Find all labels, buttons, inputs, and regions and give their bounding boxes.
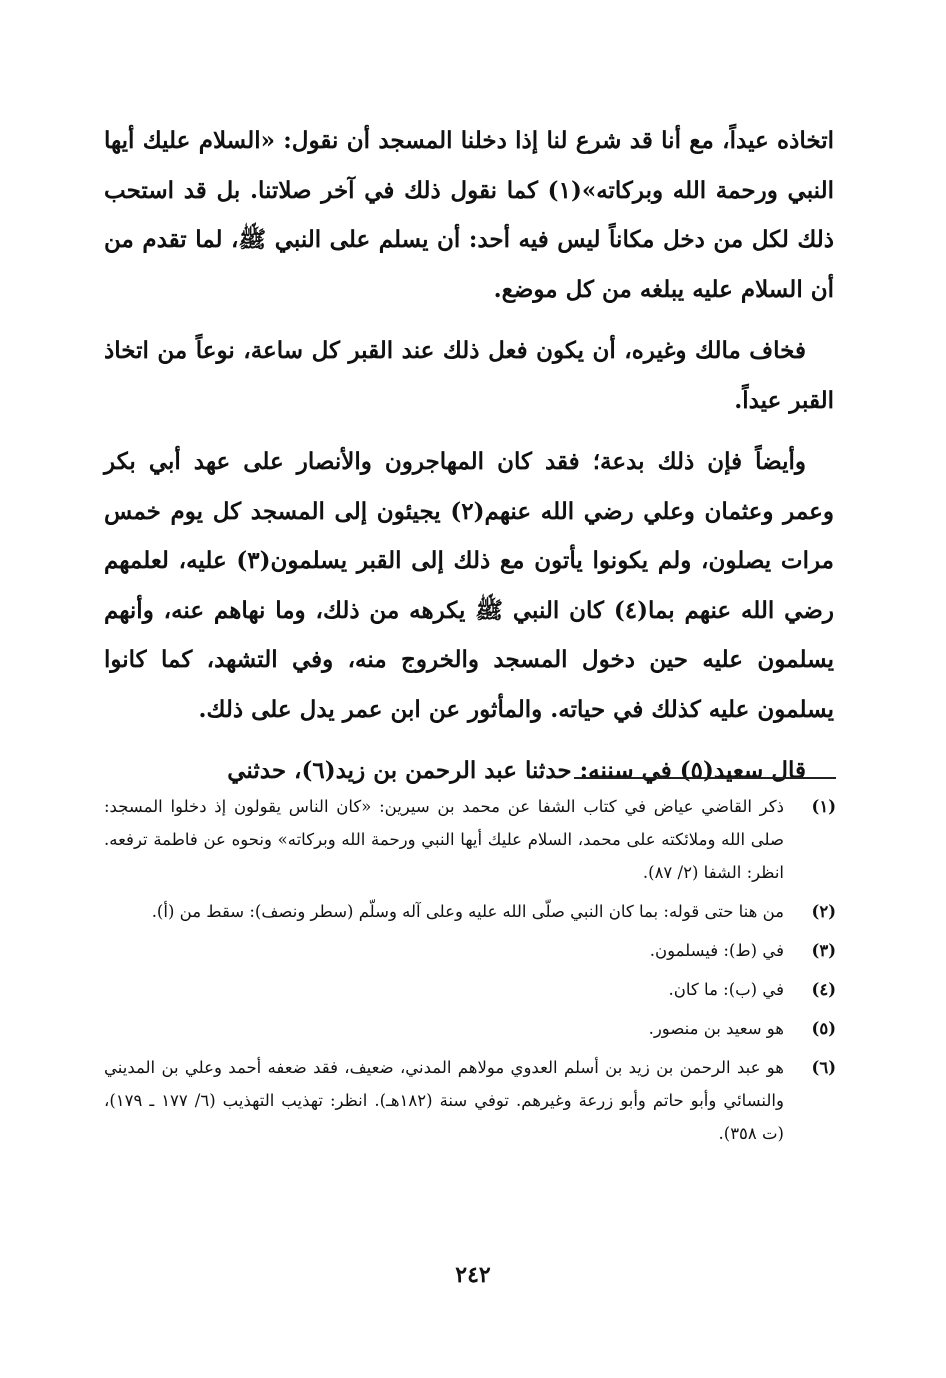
footnote-text: في (ط): فيسلمون. [649,941,784,960]
footnote [104,934,836,967]
footnote [104,1012,836,1045]
footnote-number: (٣) [811,941,836,960]
footnote-text: ذكر القاضي عياض في كتاب الشفا عن محمد بن سيرين: «كان الناس يقولون إذ دخلوا المسجد: صلى الله وملائكته على محمد، السلام عليك أيها النبي ورحمة الله وبركاته» ونحوه عن فاطمة ترفعه. انظر: الشفا (٢/ ٨٧). [104,797,784,882]
paragraph: اتخاذه عيداً، مع أنا قد شرع لنا إذا دخلنا المسجد أن نقول: «السلام عليك أيها النبي ورحمة الله وبركاته»(١) كما نقول ذلك في آخر صلاتنا. بل قد استحب ذلك لكل من دخل مكاناً ليس فيه أحد: أن يسلم على النبي ﷺ، لما تقدم من أن السلام عليه يبلغه من كل موضع. [104,127,834,303]
footnote-number: (٥) [811,1019,836,1038]
paragraph: وأيضاً فإن ذلك بدعة؛ فقد كان المهاجرون والأنصار على عهد أبي بكر وعمر وعثمان وعلي رضي الله عنهم(٢) يجيئون إلى المسجد كل يوم خمس مرات يصلون، ولم يكونوا يأتون مع ذلك إلى القبر يسلمون(٣) عليه، لعلمهم رضي الله عنهم بما(٤) كان النبي ﷺ يكرهه من ذلك، وما نهاهم عنه، وأنهم يسلمون عليه حين دخول المسجد والخروج منه، وفي التشهد، كما كانوا يسلمون عليه كذلك في حياته. والمأثور عن ابن عمر يدل على ذلك. [104,448,834,723]
footnote-divider [574,777,836,779]
page-number: ٢٤٢ [455,1262,491,1288]
footnote-number: (٢) [811,902,836,921]
footnote [104,895,836,928]
footnote-text: هو عبد الرحمن بن زيد بن أسلم العدوي مولاهم المدني، ضعيف، فقد ضعفه أحمد وعلي بن المديني والنسائي وأبو حاتم وأبو زرعة وغيرهم. توفي سنة (١٨٢هـ). انظر: تهذيب التهذيب (٦/ ١٧٧ ـ ١٧٩)، (ت ٣٥٨). [104,1058,784,1143]
main-text [104,116,834,808]
footnote [104,973,836,1006]
footnotes [104,790,836,1156]
paragraph: قال سعيد(٥) في سننه: حدثنا عبد الرحمن بن زيد(٦)، حدثني [227,757,806,784]
paragraph: فخاف مالك وغيره، أن يكون فعل ذلك عند القبر كل ساعة، نوعاً من اتخاذ القبر عيداً. [104,337,834,414]
footnote-number: (٦) [811,1058,836,1077]
footnote-text: في (ب): ما كان. [668,980,784,999]
footnote-text: من هنا حتى قوله: بما كان النبي صلّى الله عليه وعلى آله وسلّم (سطر ونصف): سقط من (أ). [151,902,784,921]
footnote [104,1051,836,1150]
footnote-number: (١) [811,797,836,816]
footnote-text: هو سعيد بن منصور. [648,1019,784,1038]
footnote [104,790,836,889]
footnote-number: (٤) [811,980,836,999]
